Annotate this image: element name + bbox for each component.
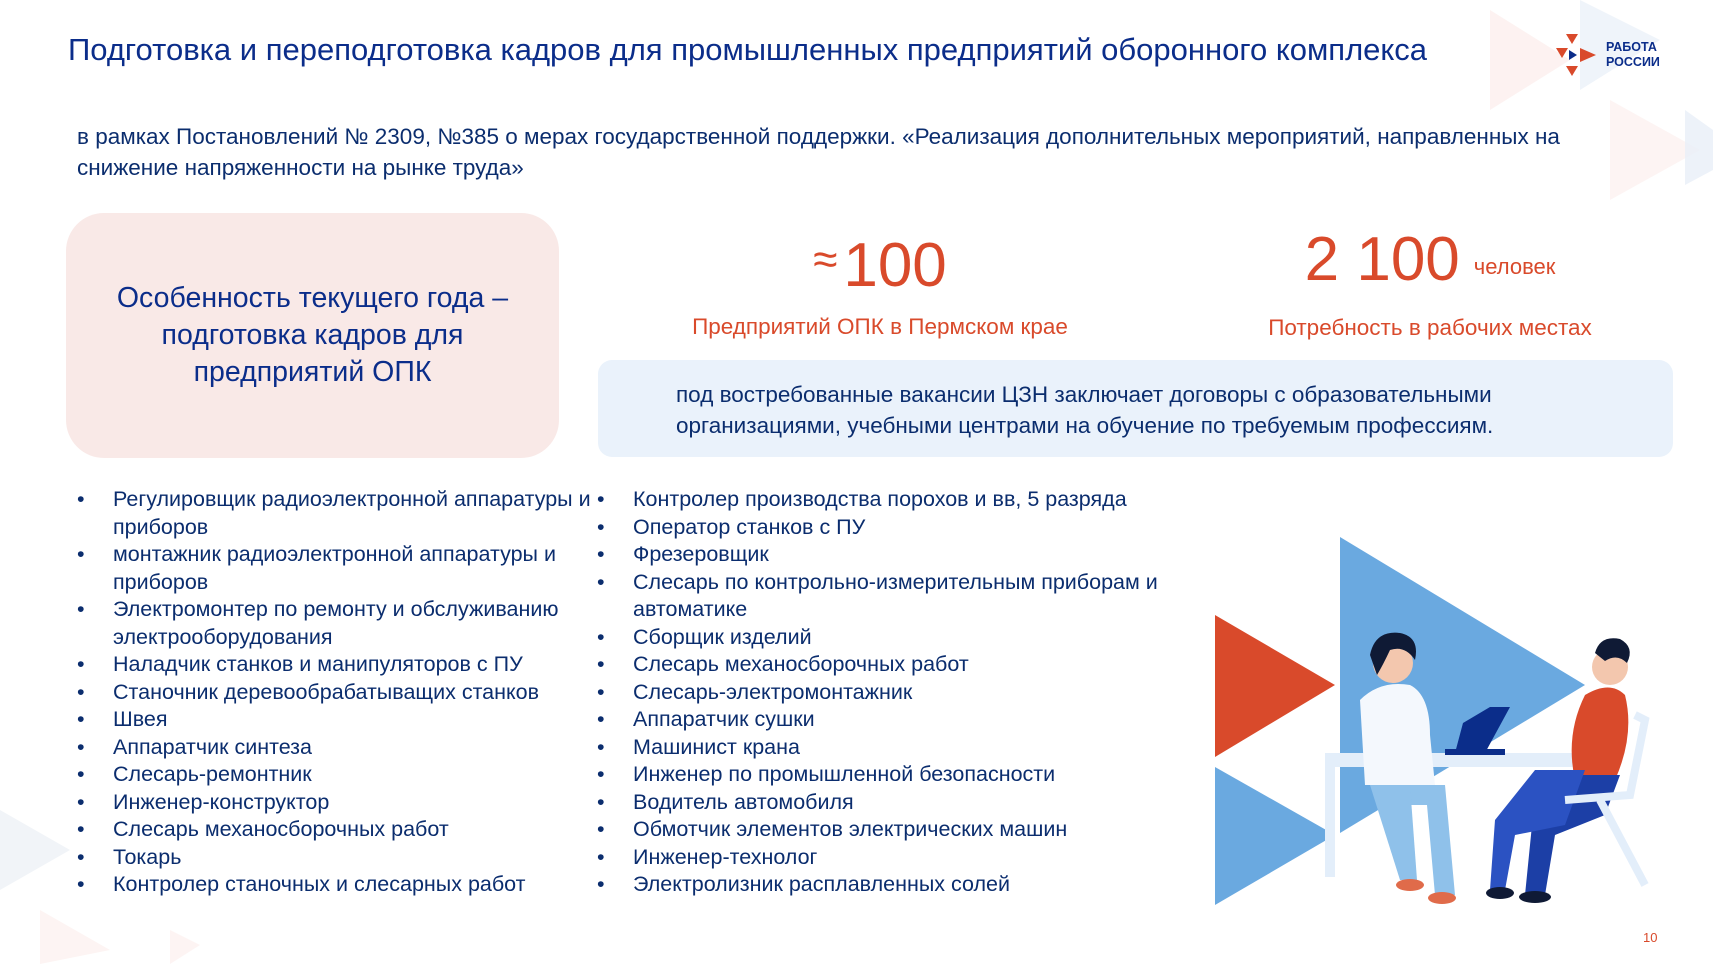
list-item: • Сборщик изделий (597, 624, 1197, 652)
list-item: • Машинист крана (597, 734, 1197, 762)
professions-list-left (77, 486, 597, 899)
illustration (1205, 535, 1675, 910)
list-item: • Слесарь-электромонтажник (597, 679, 1197, 707)
list-item: • Наладчик станков и манипуляторов с ПУ (77, 651, 597, 679)
list-item: • Инженер по промышленной безопасности (597, 761, 1197, 789)
list-item: • монтажник радиоэлектронной аппаратуры и приборов (77, 541, 597, 596)
list-item: • Контролер станочных и слесарных работ (77, 871, 597, 899)
list-item: • Аппаратчик синтеза (77, 734, 597, 762)
stat-enterprises (650, 228, 1110, 340)
professions-list-right (597, 486, 1197, 899)
list-item: • Оператор станков с ПУ (597, 514, 1197, 542)
list-item: • Станочник деревообрабатыващих станков (77, 679, 597, 707)
logo (1556, 30, 1676, 80)
feature-text: Особенность текущего года – подготовка кадров для предприятий ОПК (116, 282, 509, 388)
stat-workplaces (1200, 225, 1660, 341)
list-item: • Инженер-технолог (597, 844, 1197, 872)
list-item: • Электромонтер по ремонту и обслуживанию электрооборудования (77, 596, 597, 651)
list-item: • Швея (77, 706, 597, 734)
logo-text-line2: РОССИИ (1606, 55, 1660, 69)
stat-label: Предприятий ОПК в Пермском крае (692, 314, 1068, 339)
stat-value: 100 (843, 231, 947, 300)
list-item: • Слесарь по контрольно-измерительным приборам и автоматике (597, 569, 1197, 624)
page-title: Подготовка и переподготовка кадров для промышленных предприятий оборонного комплекса (68, 32, 1428, 67)
list-item: • Регулировщик радиоэлектронной аппаратуры и приборов (77, 486, 597, 541)
list-item: • Водитель автомобиля (597, 789, 1197, 817)
stat-label: Потребность в рабочих местах (1268, 315, 1592, 340)
list-item: • Слесарь механосборочных работ (77, 816, 597, 844)
stat-value: 2 100 (1304, 225, 1460, 294)
feature-box (66, 213, 559, 458)
list-item: • Инженер-конструктор (77, 789, 597, 817)
list-item: • Токарь (77, 844, 597, 872)
list-item: • Слесарь механосборочных работ (597, 651, 1197, 679)
list-item: • Электролизник расплавленных солей (597, 871, 1197, 899)
list-item: • Фрезеровщик (597, 541, 1197, 569)
info-box (598, 360, 1673, 457)
list-item: • Обмотчик элементов электрических машин (597, 816, 1197, 844)
stat-approx: ≈ (813, 235, 838, 284)
stat-value-line (650, 228, 1110, 298)
list-item: • Слесарь-ремонтник (77, 761, 597, 789)
list-item: • Контролер производства порохов и вв, 5 разряда (597, 486, 1197, 514)
subtitle: в рамках Постановлений № 2309, №385 о мерах государственной поддержки. «Реализация дополнительных мероприятий, направленных на снижение напряженности на рынке труда» (77, 124, 1560, 180)
list-item: • Аппаратчик сушки (597, 706, 1197, 734)
info-text: под востребованные вакансии ЦЗН заключает договоры с образовательными организациями, учебными центрами на обучение по требуемым профессиям. (676, 382, 1494, 438)
logo-icon (1556, 30, 1600, 80)
page-number: 10 (1643, 930, 1658, 945)
logo-text-line1: РАБОТА (1606, 40, 1657, 54)
stat-value-line (1200, 225, 1660, 299)
stat-unit: человек (1473, 254, 1556, 279)
